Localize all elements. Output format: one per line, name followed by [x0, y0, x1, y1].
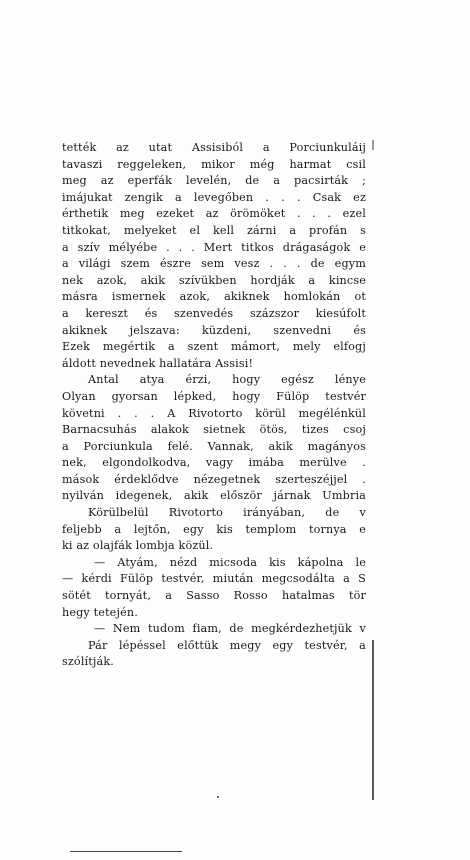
text-line: Pár lépéssel előttük megy egy testvér, a	[88, 638, 366, 652]
text-line: — Nem tudom fiam, de megkérdezhetjük v	[94, 622, 366, 636]
text-line: Antal atya érzi, hogy egész lénye	[88, 373, 366, 387]
text-line: áldott nevednek hallatára Assisi!	[62, 356, 254, 370]
text-line: feljebb a lejtőn, egy kis templom tornya e	[62, 522, 366, 536]
text-line: Olyan gyorsan lépked, hogy Fülöp testvér	[62, 389, 366, 403]
text-line: hegy tetején.	[62, 605, 138, 619]
text-line: tették az utat Assisiból a Porciunkuláij	[62, 141, 366, 154]
text-line: — Atyám, nézd micsoda kis kápolna le	[94, 555, 366, 569]
text-line: a szív mélyébe . . . Mert titkos drágaságok e	[62, 240, 366, 254]
text-line: imájukat zengik a levegőben . . . Csak ez	[62, 190, 366, 204]
text-line: nyilván idegenek, akik először járnak Umbria	[62, 489, 366, 503]
text-line: ki az olajfák lombja közül.	[62, 539, 214, 553]
text-line: másra ismernek azok, akiknek homlokán ot	[62, 290, 366, 304]
text-line: tavaszi reggeleken, mikor még harmat csil	[62, 157, 366, 171]
text-line: akiknek jelszava: küzdeni, szenvedni és	[62, 323, 366, 337]
text-line: sötét tornyát, a Sasso Rosso hatalmas tör	[62, 589, 366, 603]
text-line: titkokat, melyeket el kell zárni a profán s	[62, 223, 366, 237]
bottom-rule	[70, 851, 182, 852]
text-line: szólítják.	[62, 655, 114, 669]
text-line: nek azok, akik szívükben hordják a kincse	[62, 273, 366, 287]
text-line: Körülbelül Rivotorto irányában, de v	[88, 506, 366, 520]
text-line: a Porciunkula felé. Vannak, akik magányos	[62, 439, 366, 453]
scan-edge-mark	[372, 140, 374, 150]
text-line: a kereszt és szenvedés százszor kiesúfolt	[62, 306, 366, 320]
text-line: Ezek megértik a szent mámort, mely elfogj	[62, 340, 366, 354]
text-line: meg az eperfák levelén, de a pacsirták ;	[62, 174, 366, 188]
scan-edge-line	[372, 640, 374, 800]
body-text	[62, 140, 366, 671]
text-line: a világi szem észre sem vesz . . . de egym	[62, 257, 366, 271]
text-line: nek, elgondolkodva, vagy imába merülve .	[62, 456, 366, 470]
text-line: Barnacsuhás alakok sietnek ötös, tizes csoj	[62, 423, 366, 437]
text-line: — kérdi Fülöp testvér, miután megcsodálta a S	[62, 572, 366, 586]
text-line: érthetik meg ezeket az örömöket . . . ezel	[62, 207, 366, 221]
text-line: mások érdeklődve nézegetnek szerteszéjjel .	[62, 472, 366, 486]
text-line: követni . . . A Rivotorto körül megélénkül	[62, 406, 366, 420]
ink-speck	[217, 796, 219, 798]
